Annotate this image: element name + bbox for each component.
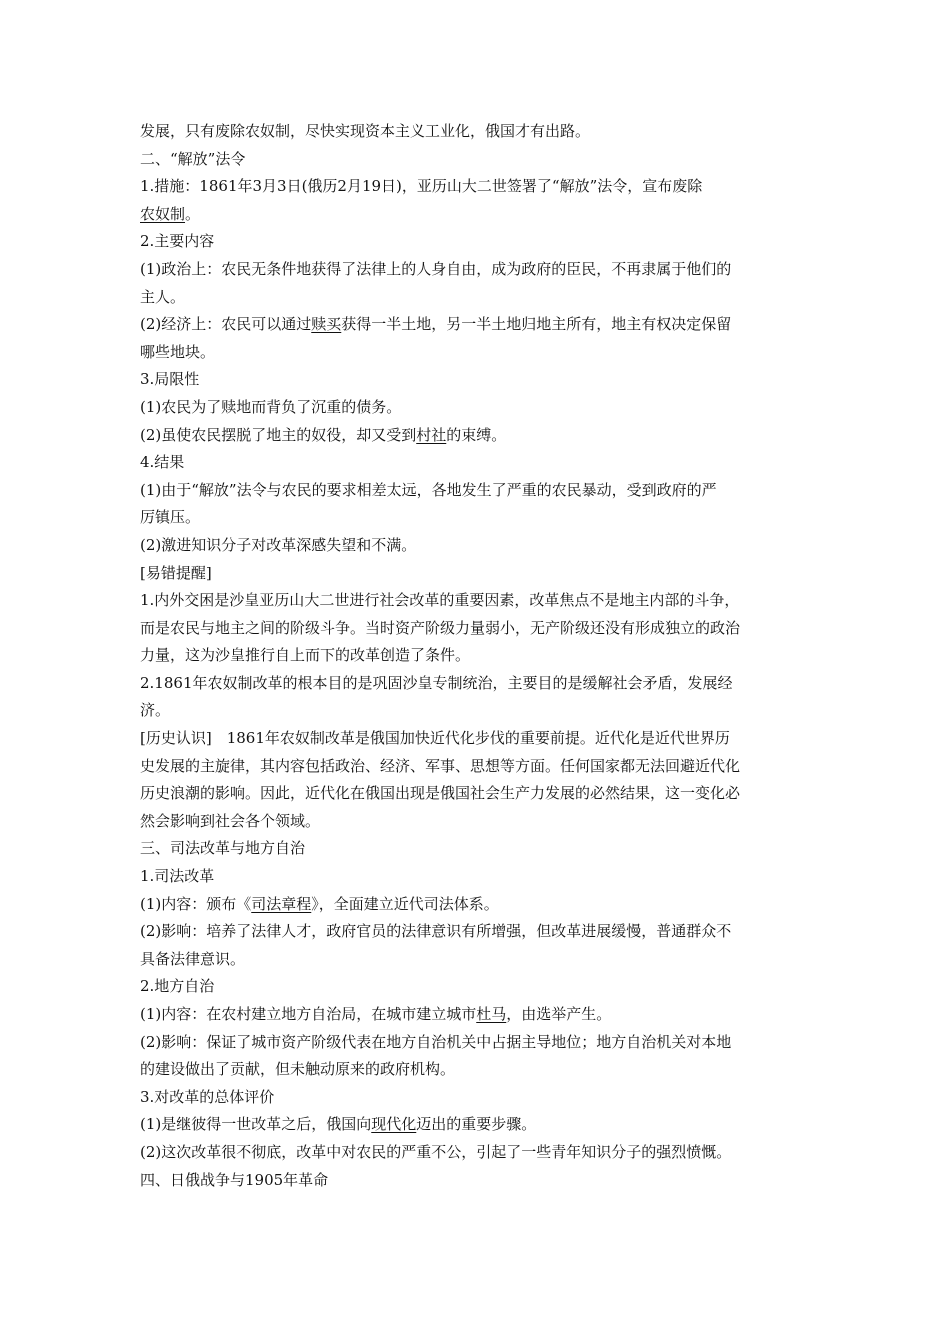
text-line: [140, 1029, 812, 1057]
text-run: [易错提醒]: [140, 563, 212, 582]
text-line: [140, 201, 812, 229]
document-body: [140, 118, 812, 1194]
underlined-term: 赎买: [311, 315, 342, 334]
text-run: 1.内外交困是沙皇亚历山大二世进行社会改革的重要因素，改革焦点不是地主内部的斗争，: [140, 591, 740, 610]
text-line: [140, 808, 812, 836]
text-run: (1)由于“解放”法令与农民的要求相差太远，各地发生了严重的农民暴动，受到政府的严: [140, 480, 717, 499]
text-run: 获得一半土地，另一半土地归地主所有，地主有权决定保留: [341, 315, 732, 334]
text-line: [140, 504, 812, 532]
text-run: 的束缚。: [446, 425, 507, 444]
text-run: 厉镇压。: [140, 508, 201, 527]
text-run: [历史认识] 1861年农奴制改革是俄国加快近代化步伐的重要前提。近代化是近代世界历: [140, 729, 730, 748]
text-line: [140, 642, 812, 670]
text-line: [140, 1167, 812, 1195]
text-run: (2)虽使农民摆脱了地主的奴役，却又受到: [140, 425, 417, 444]
text-line: [140, 146, 812, 174]
text-line: [140, 973, 812, 1001]
text-line: [140, 891, 812, 919]
underlined-term: 司法章程: [251, 894, 312, 913]
text-run: (1)是继彼得一世改革之后，俄国向: [140, 1115, 372, 1134]
text-run: 3.局限性: [140, 370, 200, 389]
text-line: [140, 339, 812, 367]
text-line: [140, 697, 812, 725]
text-run: 发展，只有废除农奴制，尽快实现资本主义工业化，俄国才有出路。: [140, 122, 591, 140]
text-line: [140, 311, 812, 339]
text-line: [140, 422, 812, 450]
text-run: 力量，这为沙皇推行自上而下的改革创造了条件。: [140, 646, 471, 665]
text-run: (1)内容：颁布《: [140, 894, 252, 913]
text-line: [140, 560, 812, 588]
underlined-term: 现代化: [371, 1115, 417, 1134]
text-run: 3.对改革的总体评价: [140, 1087, 275, 1106]
text-run: 主人。: [140, 287, 186, 306]
text-run: 而是农民与地主之间的阶级斗争。当时资产阶级力量弱小，无产阶级还没有形成独立的政治: [140, 618, 741, 637]
text-line: [140, 946, 812, 974]
text-run: 2.1861年农奴制改革的根本目的是巩固沙皇专制统治，主要目的是缓解社会矛盾，发展经: [140, 673, 733, 692]
text-line: [140, 532, 812, 560]
text-line: [140, 835, 812, 863]
text-line: [140, 753, 812, 781]
text-run: 四、日俄战争与1905年革命: [140, 1170, 329, 1189]
text-run: 》，全面建立近代司法体系。: [311, 894, 499, 913]
text-line: [140, 725, 812, 753]
text-run: 1.措施：1861年3月3日(俄历2月19日)，亚历山大二世签署了“解放”法令，宣布废除: [140, 177, 703, 196]
text-run: 历史浪潮的影响。因此，近代化在俄国出现是俄国社会生产力发展的必然结果，这一变化必: [140, 784, 741, 803]
text-run: 。: [185, 204, 201, 223]
text-line: [140, 394, 812, 422]
text-run: (2)影响：培养了法律人才，政府官员的法律意识有所增强，但改革进展缓慢，普通群众不: [140, 922, 732, 941]
text-line: [140, 863, 812, 891]
text-line: [140, 670, 812, 698]
text-run: (1)内容：在农村建立地方自治局，在城市建立城市: [140, 1005, 477, 1023]
text-line: [140, 118, 812, 146]
text-run: 2.地方自治: [140, 977, 215, 996]
text-line: [140, 173, 812, 201]
text-run: 三、司法改革与地方自治: [140, 839, 306, 858]
text-run: (2)影响：保证了城市资产阶级代表在地方自治机关中占据主导地位；地方自治机关对本地: [140, 1032, 732, 1051]
text-run: 4.结果: [140, 453, 185, 472]
text-line: [140, 256, 812, 284]
text-run: (1)政治上：农民无条件地获得了法律上的人身自由，成为政府的臣民，不再隶属于他们的: [140, 259, 732, 278]
text-run: 二、“解放”法令: [140, 149, 246, 168]
text-line: [140, 1001, 812, 1029]
text-run: ，由选举产生。: [506, 1005, 612, 1023]
text-line: [140, 449, 812, 477]
text-run: 1.司法改革: [140, 867, 215, 886]
text-run: 哪些地块。: [140, 342, 216, 361]
text-line: [140, 284, 812, 312]
text-line: [140, 1139, 812, 1167]
text-run: 具备法律意识。: [140, 949, 246, 968]
text-run: (1)农民为了赎地而背负了沉重的债务。: [140, 397, 402, 416]
text-run: 迈出的重要步骤。: [416, 1115, 537, 1134]
underlined-term: 杜马: [476, 1005, 507, 1023]
text-line: [140, 477, 812, 505]
text-run: 的建设做出了贡献，但未触动原来的政府机构。: [140, 1060, 456, 1079]
text-line: [140, 366, 812, 394]
text-line: [140, 587, 812, 615]
underlined-term: 农奴制: [140, 204, 186, 223]
text-run: 济。: [140, 701, 171, 720]
text-line: [140, 1111, 812, 1139]
text-run: (2)这次改革很不彻底，改革中对农民的严重不公，引起了一些青年知识分子的强烈愤慨。: [140, 1142, 732, 1161]
text-line: [140, 1056, 812, 1084]
text-line: [140, 615, 812, 643]
underlined-term: 村社: [416, 425, 447, 444]
text-run: (2)经济上：农民可以通过: [140, 315, 312, 334]
text-line: [140, 918, 812, 946]
text-run: 2.主要内容: [140, 232, 215, 251]
text-run: 然会影响到社会各个领域。: [140, 811, 321, 830]
text-line: [140, 228, 812, 256]
text-run: 史发展的主旋律，其内容包括政治、经济、军事、思想等方面。任何国家都无法回避近代化: [140, 756, 741, 775]
text-run: (2)激进知识分子对改革深感失望和不满。: [140, 535, 417, 554]
text-line: [140, 780, 812, 808]
text-line: [140, 1084, 812, 1112]
